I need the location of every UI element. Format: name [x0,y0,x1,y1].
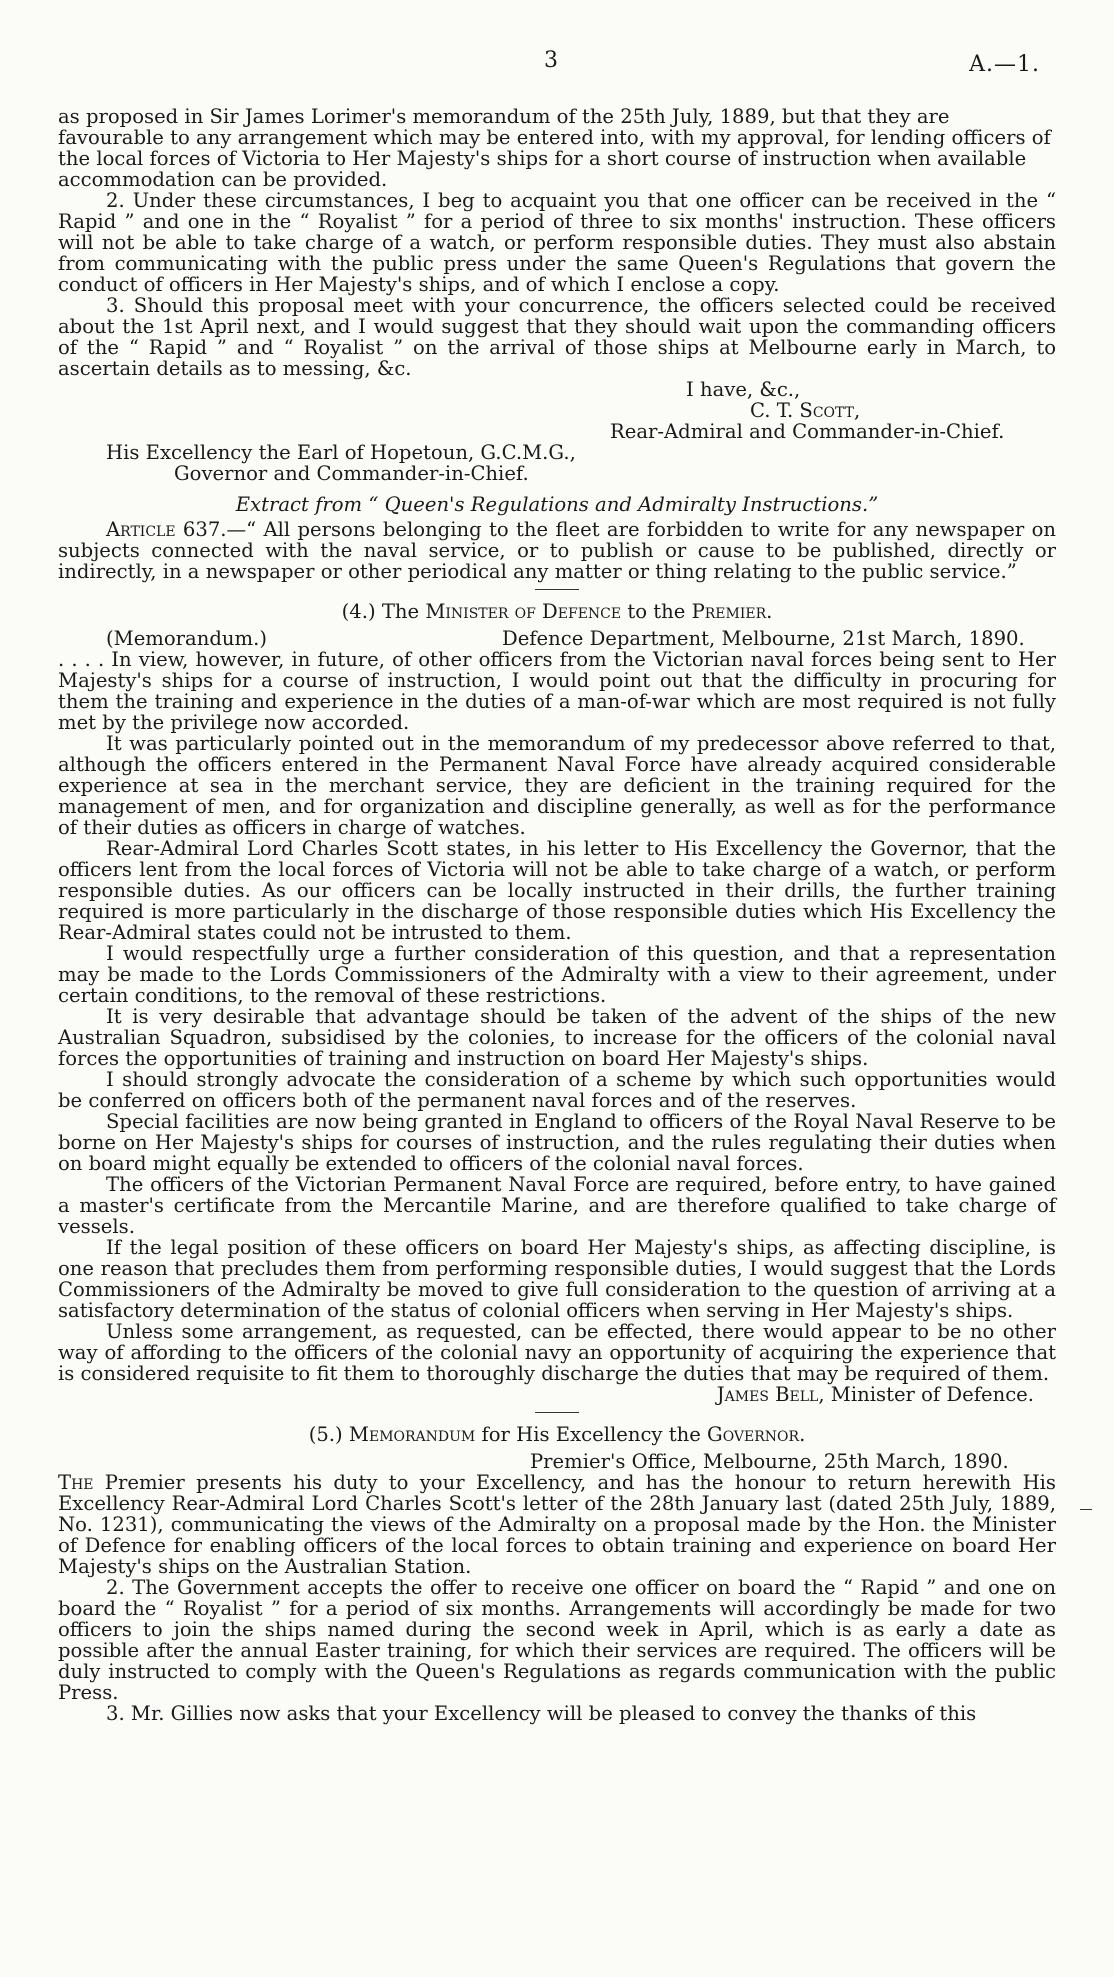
paragraph: I would respectfully urge a further consideration of this question, and that a representation may be made to the Lords Commissioners of the Admiralty with a view to their agreement, under certain conditions, to the removal of these restrictions. [58,942,1056,1007]
heading-text: (5.) [308,1423,349,1446]
paragraph: . . . . In view, however, in future, of other officers from the Victorian naval forces being sent to Her Majesty's ships for a course of instruction, I would point out that the difficulty in procuring for them the training and experience in the duties of a man-of-war which are most required is not fully met by the privilege now accorded. [58,648,1056,734]
paragraph: Unless some arrangement, as requested, can be effected, there would appear to be no other way of affording to the officers of the colonial navy an opportunity of acquiring the experience that is considered requisite to fit them to thoroughly discharge the duties that may be required of them. [58,1320,1056,1385]
addressee-line: His Excellency the Earl of Hopetoun, G.C.M.G., [106,441,576,464]
signature [58,1384,1056,1405]
closing: I have, &c., [686,378,801,401]
article-paragraph [58,519,1056,582]
article-label: Article 637. [106,518,227,541]
paragraph: Rear-Admiral Lord Charles Scott states, in his letter to His Excellency the Governor, that the officers lent from the local forces of Victoria will not be able to take charge of a watch, or perform responsible duties. As our officers can be locally instructed in their drills, the further training required is more particularly in the discharge of those responsible duties which His Excellency the Rear-Admiral states could not be intrusted to them. [58,837,1056,944]
heading-memo: Memorandum [348,1423,476,1446]
dateline: Defence Department, Melbourne, 21st March, 1890. [502,627,1025,650]
section-divider [535,1412,579,1413]
paragraph: 3. Mr. Gillies now asks that your Excellency will be pleased to convey the thanks of this [106,1702,977,1725]
paragraph: It is very desirable that advantage should be taken of the advent of the ships of the new Australian Squadron, subsidised by the colonies, to increase for the officers of the colonial naval forces the opportunities of training and instruction on board Her Majesty's ships. [58,1005,1056,1070]
paragraph: as proposed in Sir James Lorimer's memorandum of the 25th July, 1889, but that they are favourable to any arrangement which may be entered into, with my approval, for lending officers of the local forces of Victoria to Her Majesty's ships for a short course of instruction when available accommodation can be provided. [58,105,1051,191]
signature-role: Minister of Defence. [824,1383,1034,1406]
signature: C. T. Scott, [750,399,861,422]
paragraph: If the legal position of these officers on board Her Majesty's ships, as affecting discipline, is one reason that precludes them from performing responsible duties, I would suggest that the Lords Commissioners of the Admiralty be moved to give full consideration to the question of arriving at a satisfactory determination of the status of colonial officers when serving in Her Majesty's ships. [58,1236,1056,1322]
paragraph: Special facilities are now being granted in England to officers of the Royal Naval Reserve to be borne on Her Majesty's ships for courses of instruction, and the rules regulating their duties when on board might equally be extended to officers of the colonial naval forces. [58,1110,1056,1175]
paragraph-lead: The [58,1471,94,1494]
paragraph: 3. Should this proposal meet with your concurrence, the officers selected could be received about the 1st April next, and I would suggest that they should wait upon the commanding officers of the “ Rapid ” and “ Royalist ” on the arrival of those ships at Melbourne early in March, to ascertain details as to messing, &c. [58,294,1056,380]
signature-name: James Bell, [716,1383,825,1406]
heading-text: for His Excellency the [475,1423,708,1446]
dateline: Premier's Office, Melbourne, 25th March, 1890. [530,1450,1009,1473]
paragraph: It was particularly pointed out in the memorandum of my predecessor above referred to that, although the officers entered in the Permanent Naval Force have already acquired considerable experience at sea in the merchant service, they are deficient in the training required for the management of men, and for organization and discipline generally, as well as for the performance of their duties as officers in charge of watches. [58,732,1056,839]
heading-text: (4.) The [341,600,426,623]
margin-dash [1080,1509,1092,1510]
article-text: —“ All persons belonging to the fleet are forbidden to write for any newspaper on subjects connected with the naval service, or to publish or cause to be published, directly or indirectly, in a newspaper or other periodical any matter or thing relating to the public service.” [58,518,1056,583]
paragraph: 2. Under these circumstances, I beg to acquaint you that one officer can be received in the “ Rapid ” and one in the “ Royalist ” for a period of three to six months' instruction. These officers will not be able to take charge of a watch, or perform responsible duties. They must also abstain from communicating with the public press under the same Queen's Regulations that govern the conduct of officers in Her Majesty's ships, and of which I enclose a copy. [58,189,1056,296]
paragraph [58,1472,1056,1577]
addressee-line: Governor and Commander-in-Chief. [174,462,529,485]
signature-title: Rear-Admiral and Commander-in-Chief. [610,420,1005,443]
section-divider [535,589,579,590]
paragraph: I should strongly advocate the consideration of a scheme by which such opportunities would be conferred on officers both of the permanent naval forces and of the reserves. [58,1068,1056,1112]
page-number: 3 [544,48,558,73]
heading-to: Premier. [691,600,773,623]
paragraph: 2. The Government accepts the offer to receive one officer on board the “ Rapid ” and one on board the “ Royalist ” for a period of six months. Arrangements will accordingly be made for two officers to join the ships named during the second week in April, which is as early a date as possible after the annual Easter training, for which their services are required. The officers will be duly instructed to comply with the Queen's Regulations as regards communication with the public Press. [58,1576,1056,1704]
memo-header [58,628,1056,649]
paper-reference: A.—1. [969,52,1040,77]
section-heading [58,601,1056,622]
paragraph-text: Premier presents his duty to your Excellency, and has the honour to return herewith His Excellency Rear-Admiral Lord Charles Scott's letter of the 28th January last (dated 25th July, 1889, No. 1231), communicating the views of the Admiralty on a proposal made by the Hon. the Minister of Defence for enabling officers of the local forces to obtain training and experience on board Her Majesty's ships on the Australian Station. [58,1471,1056,1578]
document-body [58,106,1056,1724]
heading-governor: Governor. [707,1423,806,1446]
paragraph: The officers of the Victorian Permanent Naval Force are required, before entry, to have gained a master's certificate from the Mercantile Marine, and are therefore qualified to take charge of vessels. [58,1173,1056,1238]
section-heading [58,1424,1056,1445]
heading-from: Minister of Defence [425,600,622,623]
memo-label: (Memorandum.) [106,627,267,650]
extract-title: Extract from “ Queen's Regulations and Admiralty Instructions.” [235,493,879,516]
heading-text: to the [621,600,692,623]
